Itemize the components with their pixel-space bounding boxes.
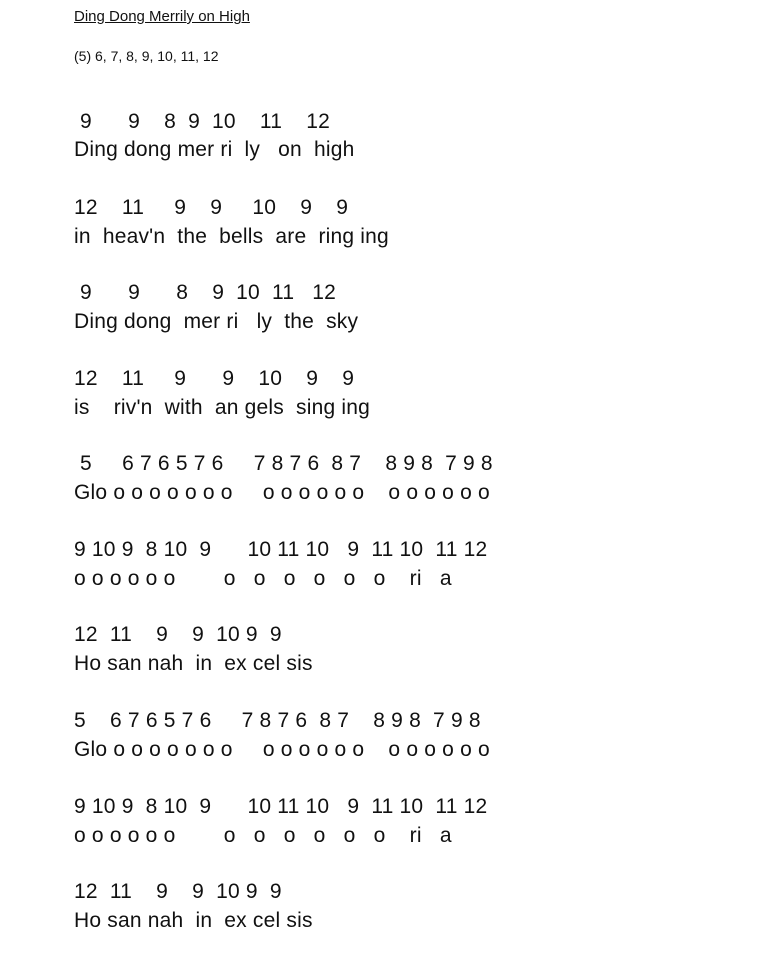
note-scale: (5) 6, 7, 8, 9, 10, 11, 12 bbox=[74, 48, 219, 64]
chorus-2-line-2-lyrics: o o o o o o o o o o o o ri a bbox=[74, 824, 452, 847]
verse-2-notes: 12 11 9 9 10 9 9 bbox=[74, 196, 349, 219]
verse-1-notes: 9 9 8 9 10 11 12 bbox=[74, 110, 331, 133]
verse-4-lyrics: is riv'n with an gels sing ing bbox=[74, 396, 371, 419]
verse-1-lyrics: Ding dong mer ri ly on high bbox=[74, 138, 355, 161]
chorus-2-line-1-lyrics: Glo o o o o o o o o o o o o o o o o o o o bbox=[74, 738, 490, 761]
chorus-1-line-2-lyrics: o o o o o o o o o o o o ri a bbox=[74, 567, 452, 590]
chorus-1-line-1-notes: 5 6 7 6 5 7 6 7 8 7 6 8 7 8 9 8 7 9 8 bbox=[74, 452, 493, 475]
verse-4-notes: 12 11 9 9 10 9 9 bbox=[74, 367, 355, 390]
chorus-1-line-3-notes: 12 11 9 9 10 9 9 bbox=[74, 623, 282, 646]
verse-2-lyrics: in heav'n the bells are ring ing bbox=[74, 225, 389, 248]
chorus-1-line-3-lyrics: Ho san nah in ex cel sis bbox=[74, 652, 313, 675]
chorus-1-line-1-lyrics: Glo o o o o o o o o o o o o o o o o o o o bbox=[74, 481, 490, 504]
chorus-1-line-2-notes: 9 10 9 8 10 9 10 11 10 9 11 10 11 12 bbox=[74, 538, 488, 561]
verse-3-lyrics: Ding dong mer ri ly the sky bbox=[74, 310, 359, 333]
chorus-2-line-2-notes: 9 10 9 8 10 9 10 11 10 9 11 10 11 12 bbox=[74, 795, 488, 818]
chorus-2-line-3-notes: 12 11 9 9 10 9 9 bbox=[74, 880, 282, 903]
chorus-2-line-3-lyrics: Ho san nah in ex cel sis bbox=[74, 909, 313, 932]
verse-3-notes: 9 9 8 9 10 11 12 bbox=[74, 281, 337, 304]
song-title: Ding Dong Merrily on High bbox=[74, 8, 250, 25]
chorus-2-line-1-notes: 5 6 7 6 5 7 6 7 8 7 6 8 7 8 9 8 7 9 8 bbox=[74, 709, 481, 732]
